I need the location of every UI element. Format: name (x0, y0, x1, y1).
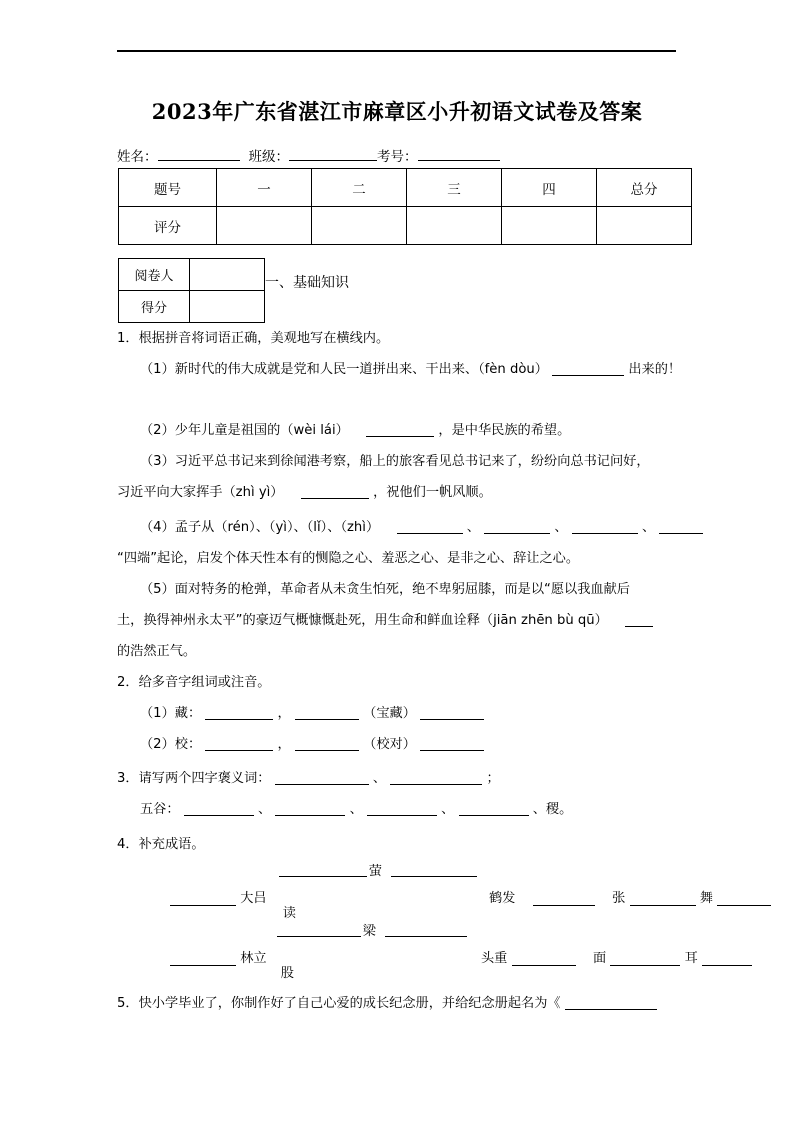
table-row (119, 169, 692, 207)
q4-r2-blank-3[interactable] (610, 953, 680, 966)
score-cell-2[interactable] (312, 207, 407, 245)
question-1-item-3-line-2 (117, 486, 492, 499)
q4-r1-stack-top-char: 萤 (368, 864, 382, 879)
exam-no-blank[interactable] (418, 147, 500, 161)
q3-grains-blank-1[interactable] (184, 803, 254, 816)
score-table-row-label-2: 评分 (119, 207, 217, 245)
q4-r1-blank-3[interactable] (630, 893, 696, 906)
q1-i1-prefix: （1）新时代的伟大成就是党和人民一道拼出来、干出来、（fèn dòu） (140, 362, 548, 377)
q2-i2-bracket: （校对） (363, 737, 416, 752)
q4-r1-blank-1[interactable] (170, 893, 236, 906)
class-blank[interactable] (289, 147, 377, 161)
q1-i3-prefix: 习近平向大家挥手（zhì yì） (117, 485, 284, 500)
q1-i4-sep-2: 、 (554, 520, 568, 535)
marker-label-reviewer: 阅卷人 (119, 259, 190, 291)
q3-grains-blank-3[interactable] (367, 803, 437, 816)
q1-i2-prefix: （2）少年儿童是祖国的（wèi lái） (140, 423, 349, 438)
q4-r2-blank-2[interactable] (512, 953, 576, 966)
q3-blank-2[interactable] (390, 772, 482, 785)
q2-i2-blank-1[interactable] (205, 738, 273, 751)
q4-r2-part1-tail: 林立 (240, 951, 267, 966)
question-2-item-2 (140, 738, 484, 751)
q4-r1-stack-line-right[interactable] (391, 876, 477, 877)
q1-i4-blank-4[interactable] (659, 521, 703, 534)
q1-i5-prefix: 土，换得神州永太平”的豪迈气概慷慨赴死，用生命和鲜血诠释（jiān zhēn bù qū） (117, 613, 608, 628)
q3-grains-tail: 、稷。 (532, 802, 573, 817)
question-1-item-3-line-1: （3）习近平总书记来到徐闻港考察，船上的旅客看见总书记来了，纷纷向总书记问好， (140, 454, 650, 469)
q4-r2-blank-1[interactable] (170, 953, 236, 966)
marker-table (118, 258, 265, 323)
question-1-item-2 (140, 424, 570, 437)
q1-i4-sep-1: 、 (466, 520, 480, 535)
q1-i2-blank[interactable] (366, 424, 434, 437)
q1-i4-blank-2[interactable] (484, 521, 550, 534)
q2-i1-blank-3[interactable] (420, 707, 484, 720)
q4-r1-stack (271, 864, 485, 921)
marker-cell-reviewer[interactable] (190, 259, 265, 291)
q4-r2-part4: 耳 (684, 951, 698, 966)
question-1-stem: 1．根据拼音将词语正确，美观地写在横线内。 (117, 331, 390, 346)
q4-r2-stack-line-left[interactable] (277, 936, 361, 937)
q4-r1-part2: 鹤发 (488, 891, 516, 906)
q1-i5-blank[interactable] (625, 614, 653, 627)
q3-grains-sep-1: 、 (257, 802, 272, 817)
q2-i2-comma: ， (277, 737, 291, 752)
q2-i2-label: （2）校： (140, 737, 202, 752)
score-table-col-2: 二 (312, 169, 407, 207)
q3-blank-1[interactable] (275, 772, 369, 785)
q4-r2-stack-top-char: 梁 (362, 924, 376, 939)
class-label: 班级： (248, 149, 289, 165)
q2-i1-bracket: （宝藏） (363, 706, 416, 721)
question-4-idiom-row-1 (170, 864, 771, 921)
table-row (119, 207, 692, 245)
question-5-stem (117, 997, 657, 1010)
q3-grains-sep-3: 、 (441, 802, 455, 817)
q2-i1-blank-1[interactable] (205, 707, 273, 720)
q1-i4-blank-1[interactable] (397, 521, 463, 534)
question-4-idiom-row-2 (170, 924, 752, 981)
header-divider-rule (117, 50, 676, 52)
q1-i1-blank[interactable] (552, 363, 624, 376)
q4-r2-part3: 面 (592, 951, 607, 966)
q1-i4-prefix: （4）孟子从（rén）、（yì）、（lǐ）、（zhì） (140, 520, 380, 535)
q2-i1-blank-2[interactable] (295, 707, 359, 720)
q3-prefix: 3．请写两个四字褒义词： (117, 771, 271, 786)
q1-i3-blank[interactable] (301, 486, 369, 499)
question-1-item-4-line-1 (140, 521, 703, 534)
question-1-item-5-line-1: （5）面对特务的枪弹，革命者从未贪生怕死，绝不卑躬屈膝，而是以“愿以我血献后 (140, 582, 630, 597)
section-heading-basics: 一、基础知识 (265, 275, 349, 291)
q4-r2-part2: 头重 (480, 951, 508, 966)
q4-r1-blank-4[interactable] (717, 893, 771, 906)
question-1-item-1 (140, 363, 681, 376)
q1-i1-suffix: 出来的！ (628, 362, 682, 377)
score-table-row-label-1: 题号 (119, 169, 217, 207)
score-cell-total[interactable] (597, 207, 692, 245)
q3-grains-sep-2: 、 (349, 802, 363, 817)
q1-i4-blank-3[interactable] (572, 521, 638, 534)
question-2-stem: 2．给多音字组词或注音。 (117, 675, 271, 690)
q3-grains-blank-2[interactable] (275, 803, 345, 816)
q4-r1-blank-2[interactable] (533, 893, 595, 906)
q4-r2-stack-bottom-char: 股 (280, 966, 294, 981)
question-1-item-4-line-2: “四端”起论，启发个体天性本有的恻隐之心、羞恶之心、是非之心、辞让之心。 (117, 551, 580, 566)
q1-i2-suffix: ，是中华民族的希望。 (438, 423, 571, 438)
marker-label-score: 得分 (119, 291, 190, 323)
q2-i1-label: （1）藏： (140, 706, 202, 721)
q4-r1-stack-bottom-char: 读 (282, 906, 296, 921)
q4-r1-part1-tail: 大吕 (240, 891, 267, 906)
question-1-item-5-line-2 (117, 614, 653, 627)
name-blank[interactable] (158, 147, 240, 161)
q3-semicolon: ； (486, 771, 500, 786)
q2-i1-comma: ， (277, 706, 291, 721)
q3-grains-label: 五谷： (140, 802, 180, 817)
score-cell-3[interactable] (407, 207, 502, 245)
q1-i4-sep-3: 、 (641, 520, 656, 535)
score-table-col-total: 总分 (597, 169, 692, 207)
score-table-col-3: 三 (407, 169, 502, 207)
q1-i3-suffix: ，祝他们一帆风顺。 (373, 485, 492, 500)
table-row (119, 291, 265, 323)
q4-r2-blank-4[interactable] (702, 953, 752, 966)
q5-blank[interactable] (565, 997, 657, 1010)
score-cell-4[interactable] (502, 207, 597, 245)
marker-cell-score[interactable] (190, 291, 265, 323)
question-3-stem (117, 772, 500, 785)
q2-i2-blank-3[interactable] (420, 738, 484, 751)
name-label: 姓名： (117, 149, 158, 165)
q4-r1-part3: 张 (612, 891, 626, 906)
q4-r2-stack-line-right[interactable] (385, 936, 467, 937)
q2-i2-blank-2[interactable] (295, 738, 359, 751)
question-4-stem: 4．补充成语。 (117, 837, 205, 852)
question-3-grains-line (140, 803, 572, 816)
identity-line (117, 145, 500, 165)
question-1-item-5-line-3: 的浩然正气。 (117, 644, 197, 659)
q5-prefix: 5．快小学毕业了，你制作好了自己心爱的成长纪念册，并给纪念册起名为《 (117, 996, 561, 1011)
q3-grains-blank-4[interactable] (459, 803, 529, 816)
score-cell-1[interactable] (217, 207, 312, 245)
page-title: 2023年广东省湛江市麻章区小升初语文试卷及答案 (151, 99, 643, 124)
question-2-item-1 (140, 707, 484, 720)
score-table (118, 168, 692, 245)
q3-sep: 、 (372, 771, 387, 786)
exam-no-label: 考号： (377, 149, 418, 165)
q4-r1-stack-line-left[interactable] (279, 876, 367, 877)
q4-r2-stack (271, 924, 477, 981)
score-table-col-1: 一 (217, 169, 312, 207)
score-table-col-4: 四 (502, 169, 597, 207)
table-row (119, 259, 265, 291)
q4-r1-part4: 舞 (699, 891, 713, 906)
